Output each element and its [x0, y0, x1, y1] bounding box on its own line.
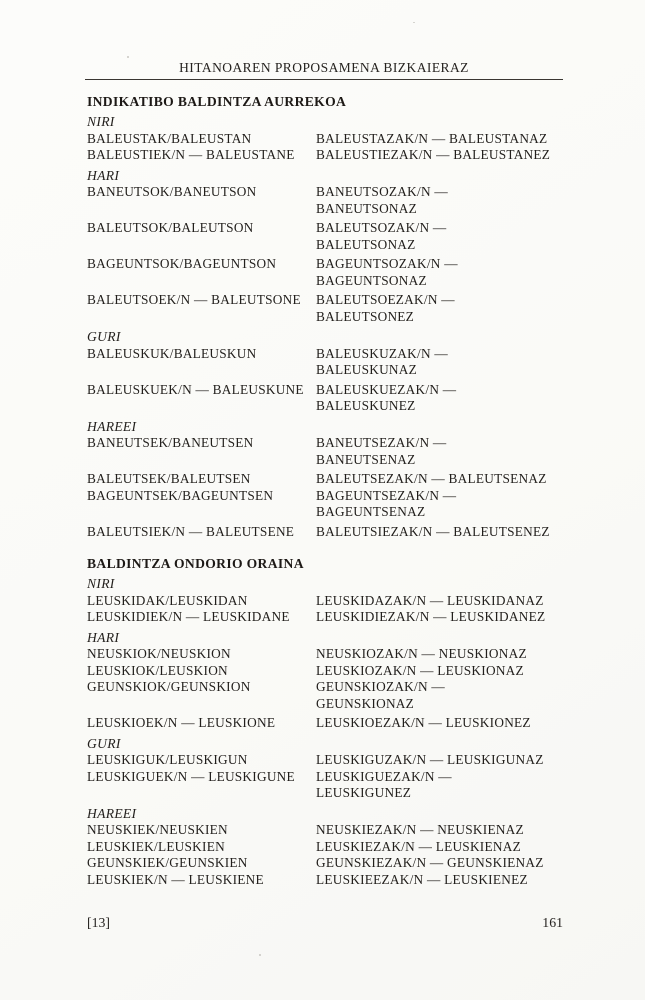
form-right [316, 855, 565, 872]
form-left: LEUSKIGUK/LEUSKIGUN [87, 752, 248, 767]
form-right [316, 593, 565, 610]
form-left: GEUNSKIOK/GEUNSKION [87, 679, 251, 694]
form-right [316, 147, 565, 164]
form-right-line: BALEUSTAZAK/N — BALEUSTANAZ [316, 130, 548, 146]
form-right-line: BANEUTSEZAK/N — [316, 435, 447, 450]
form-left: NEUSKIEK/NEUSKIEN [87, 822, 228, 837]
form-right-line: LEUSKIOEZAK/N — LEUSKIONEZ [316, 715, 531, 730]
table-row [87, 593, 565, 610]
form-left: LEUSKIDIEK/N — LEUSKIDANE [87, 609, 290, 624]
form-left: LEUSKIGUEK/N — LEUSKIGUNE [87, 768, 295, 784]
form-right-line: BAGEUNTSONAZ [316, 272, 427, 288]
table-row [87, 382, 565, 415]
form-left: BAGEUNTSOK/BAGEUNTSON [87, 256, 277, 271]
table-row [87, 346, 565, 379]
form-right-line: NEUSKIOZAK/N — NEUSKIONAZ [316, 646, 527, 661]
form-right-line: BALEUSKUNEZ [316, 398, 416, 413]
form-right [316, 488, 565, 521]
form-right-line: BAGEUNTSOZAK/N — [316, 256, 458, 271]
form-right-line: LEUSKIDAZAK/N — LEUSKIDANAZ [316, 592, 544, 608]
form-left: LEUSKIDAK/LEUSKIDAN [87, 592, 248, 608]
running-header-title: HITANOAREN PROPOSAMENA BIZKAIERAZ [179, 60, 469, 75]
table-row [87, 256, 565, 289]
form-right-line: LEUSKIEEZAK/N — LEUSKIENEZ [316, 871, 528, 887]
scan-speck [413, 22, 415, 23]
form-left: NEUSKIOK/NEUSKION [87, 646, 231, 661]
table-row [87, 524, 565, 541]
form-right-line: BANEUTSENAZ [316, 451, 416, 467]
form-right [316, 220, 565, 253]
table-row [87, 646, 565, 663]
person-label: HAREEI [87, 418, 137, 434]
form-left: BALEUTSOK/BALEUTSON [87, 220, 254, 235]
form-left: BANEUTSOK/BANEUTSON [87, 184, 257, 199]
table-row [87, 679, 565, 712]
form-left: BAGEUNTSEK/BAGEUNTSEN [87, 487, 274, 503]
form-right-line: BALEUTSOEZAK/N — [316, 292, 455, 307]
form-right [316, 679, 565, 712]
form-right [316, 663, 565, 680]
section [87, 93, 565, 540]
section [87, 555, 565, 888]
form-left: BALEUSKUEK/N — BALEUSKUNE [87, 381, 304, 397]
form-right-line: BANEUTSONAZ [316, 200, 417, 216]
scan-speck [127, 56, 129, 58]
form-right-line: BALEUSKUEZAK/N — [316, 381, 457, 397]
form-right-line: BAGEUNTSEZAK/N — [316, 487, 457, 503]
form-left: LEUSKIEK/N — LEUSKIENE [87, 871, 264, 887]
page-body [87, 93, 565, 888]
person-group [87, 114, 565, 164]
person-group [87, 736, 565, 802]
table-row [87, 769, 565, 802]
table-row [87, 839, 565, 856]
section-heading: INDIKATIBO BALDINTZA AURREKOA [87, 94, 347, 109]
form-right-line: BALEUTSIEZAK/N — BALEUTSENEZ [316, 523, 550, 539]
table-row [87, 131, 565, 148]
form-left: BALEUTSOEK/N — BALEUTSONE [87, 292, 301, 307]
form-left: LEUSKIEK/LEUSKIEN [87, 838, 225, 854]
section-heading: BALDINTZA ONDORIO ORAINA [87, 556, 304, 571]
form-right [316, 839, 565, 856]
form-right [316, 131, 565, 148]
form-right [316, 769, 565, 802]
form-right [316, 715, 565, 732]
form-right-line: LEUSKIGUZAK/N — LEUSKIGUNAZ [316, 752, 544, 767]
person-label: HARI [87, 167, 120, 183]
form-right-line: BANEUTSOZAK/N — [316, 184, 448, 199]
form-right-line: BALEUTSEZAK/N — BALEUTSENAZ [316, 471, 547, 486]
table-row [87, 752, 565, 769]
form-right [316, 646, 565, 663]
form-left: BALEUSKUK/BALEUSKUN [87, 345, 257, 361]
form-right [316, 872, 565, 889]
person-group [87, 806, 565, 889]
table-row [87, 184, 565, 217]
form-right-line: BALEUTSONAZ [316, 236, 416, 252]
form-right-line: BALEUTSONEZ [316, 308, 415, 324]
form-right-line: BALEUSKUZAK/N — [316, 345, 448, 361]
form-right-line: BALEUSKUNAZ [316, 362, 417, 377]
person-label: NIRI [87, 114, 115, 129]
form-right-line: LEUSKIOZAK/N — LEUSKIONAZ [316, 662, 524, 678]
table-row [87, 488, 565, 521]
form-right-line: LEUSKIDIEZAK/N — LEUSKIDANEZ [316, 609, 546, 624]
scan-speck [259, 954, 261, 956]
form-right [316, 292, 565, 325]
table-row [87, 292, 565, 325]
form-right-line: GEUNSKIONAZ [316, 695, 415, 711]
form-right [316, 435, 565, 468]
form-right-line: BAGEUNTSENAZ [316, 504, 426, 519]
form-left: LEUSKIOK/LEUSKION [87, 662, 228, 678]
form-right [316, 471, 565, 488]
table-row [87, 855, 565, 872]
table-row [87, 220, 565, 253]
form-right [316, 256, 565, 289]
form-right [316, 752, 565, 769]
person-group [87, 168, 565, 326]
table-row [87, 715, 565, 732]
form-right-line: BALEUSTIEZAK/N — BALEUSTANEZ [316, 147, 551, 162]
table-row [87, 147, 565, 164]
table-row [87, 822, 565, 839]
person-group [87, 419, 565, 541]
form-left: BALEUSTAK/BALEUSTAN [87, 130, 252, 146]
form-right-line: BALEUTSOZAK/N — [316, 220, 447, 235]
form-right [316, 184, 565, 217]
form-left: LEUSKIOEK/N — LEUSKIONE [87, 715, 276, 730]
table-row [87, 609, 565, 626]
page-number: 161 [542, 915, 563, 930]
table-row [87, 663, 565, 680]
form-right-line: LEUSKIGUNEZ [316, 785, 412, 800]
form-right-line: NEUSKIEZAK/N — NEUSKIENAZ [316, 822, 524, 837]
table-row [87, 872, 565, 889]
table-row [87, 435, 565, 468]
form-right [316, 822, 565, 839]
form-right [316, 609, 565, 626]
form-right-line: LEUSKIGUEZAK/N — [316, 768, 452, 784]
header-rule [85, 79, 563, 80]
form-left: BALEUSTIEK/N — BALEUSTANE [87, 147, 295, 162]
form-right [316, 346, 565, 379]
running-header [85, 60, 563, 80]
form-left: GEUNSKIEK/GEUNSKIEN [87, 855, 248, 870]
person-group [87, 576, 565, 626]
form-right [316, 524, 565, 541]
form-right-line: GEUNSKIOZAK/N — [316, 679, 445, 694]
person-label: HAREEI [87, 805, 137, 821]
person-label: GURI [87, 735, 121, 751]
person-group [87, 630, 565, 732]
person-label: HARI [87, 629, 120, 645]
person-group [87, 329, 565, 415]
form-left: BALEUTSIEK/N — BALEUTSENE [87, 523, 295, 539]
footnote-number: [13] [87, 915, 110, 930]
page-footer [87, 915, 563, 931]
form-right-line: GEUNSKIEZAK/N — GEUNSKIENAZ [316, 855, 544, 870]
form-right [316, 382, 565, 415]
form-right-line: LEUSKIEZAK/N — LEUSKIENAZ [316, 838, 521, 854]
form-left: BANEUTSEK/BANEUTSEN [87, 435, 254, 450]
form-left: BALEUTSEK/BALEUTSEN [87, 471, 251, 486]
table-row [87, 471, 565, 488]
person-label: GURI [87, 329, 121, 344]
person-label: NIRI [87, 576, 115, 591]
